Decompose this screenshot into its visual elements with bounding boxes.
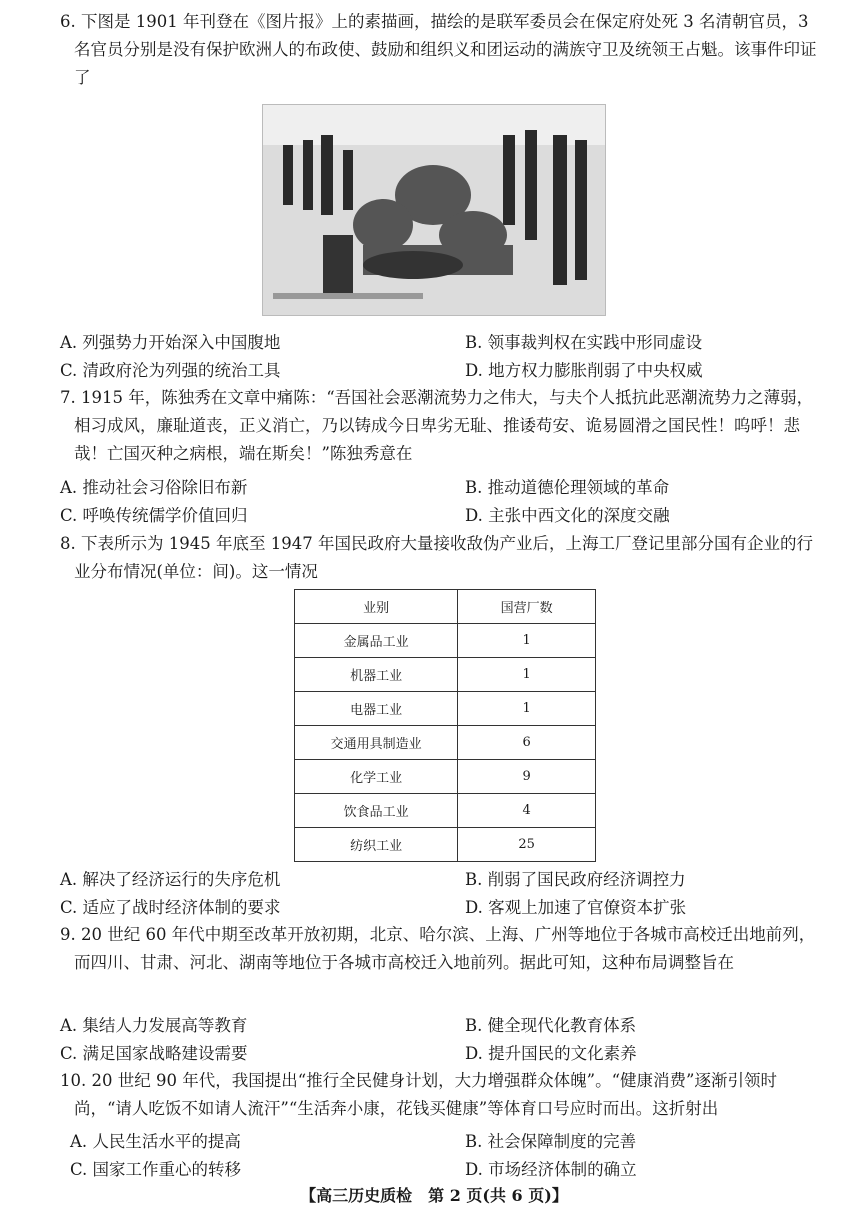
- table-cell: 6: [458, 726, 596, 760]
- table-cell: 金属品工业: [295, 624, 458, 658]
- option-c[interactable]: C. 适应了战时经济体制的要求: [60, 898, 281, 917]
- option-a[interactable]: A. 列强势力开始深入中国腹地: [60, 333, 281, 352]
- table-row: [295, 828, 596, 862]
- table-cell: 电器工业: [295, 692, 458, 726]
- question-9-stem: 9. 20 世纪 60 年代中期至改革开放初期，北京、哈尔滨、上海、广州等地位于各城市高校迁出地前列，而四川、甘肃、河北、湖南等地位于各城市高校迁入地前列。据此可知，这种布局调整旨在: [60, 925, 816, 972]
- option-d[interactable]: D. 主张中西文化的深度交融: [465, 506, 670, 525]
- option-a[interactable]: A. 解决了经济运行的失序危机: [60, 870, 281, 889]
- table-row: [295, 624, 596, 658]
- table-row: [295, 794, 596, 828]
- option-d[interactable]: D. 客观上加速了官僚资本扩张: [465, 898, 687, 917]
- option-b[interactable]: B. 领事裁判权在实践中形同虚设: [465, 333, 703, 352]
- question-8: [60, 530, 820, 586]
- question-7: [60, 384, 820, 468]
- option-b[interactable]: B. 削弱了国民政府经济调控力: [465, 870, 686, 889]
- table-row: [295, 726, 596, 760]
- option-d[interactable]: D. 地方权力膨胀削弱了中央权威: [465, 361, 703, 380]
- question-6-stem: 6. 下图是 1901 年刊登在《图片报》上的素描画，描绘的是联军委员会在保定府处死 3 名清朝官员，3 名官员分别是没有保护欧洲人的布政使、鼓励和组织义和团运动的满族守卫及统领王占魁。该事件印证了: [60, 12, 817, 87]
- table-cell: 1: [458, 692, 596, 726]
- option-a[interactable]: A. 人民生活水平的提高: [70, 1132, 241, 1151]
- page-footer: 【高三历史质检 第 2 页(共 6 页)】: [300, 1186, 568, 1205]
- question-8-stem: 8. 下表所示为 1945 年底至 1947 年国民政府大量接收敌伪产业后，上海工厂登记里部分国有企业的行业分布情况(单位：间)。这一情况: [60, 534, 813, 581]
- option-c[interactable]: C. 满足国家战略建设需要: [60, 1044, 248, 1063]
- table-cell: 纺织工业: [295, 828, 458, 862]
- table-cell: 饮食品工业: [295, 794, 458, 828]
- table-cell: 机器工业: [295, 658, 458, 692]
- table-header-row: [295, 590, 596, 624]
- sketch-image: [263, 105, 605, 315]
- sketch-illustration: [262, 104, 606, 316]
- question-7-stem: 7. 1915 年，陈独秀在文章中痛陈：“吾国社会恶潮流势力之伟大，与夫个人抵抗此恶潮流势力之薄弱，相习成风，廉耻道丧，正义消亡，乃以铸成今日卑劣无耻、推诿苟安、诡易圆滑之国民性！呜呼！悲哉！亡国灭种之病根，端在斯矣！”陈独秀意在: [60, 388, 814, 463]
- option-c[interactable]: C. 国家工作重心的转移: [70, 1160, 242, 1179]
- table-cell: 9: [458, 760, 596, 794]
- option-a[interactable]: A. 推动社会习俗除旧布新: [60, 478, 248, 497]
- table-header: 国营厂数: [458, 590, 596, 624]
- question-9: [60, 921, 820, 977]
- table-row: [295, 692, 596, 726]
- table-cell: 25: [458, 828, 596, 862]
- table-cell: 化学工业: [295, 760, 458, 794]
- option-d[interactable]: D. 提升国民的文化素养: [465, 1044, 637, 1063]
- option-c[interactable]: C. 呼唤传统儒学价值回归: [60, 506, 248, 525]
- industry-table: [294, 589, 596, 862]
- option-a[interactable]: A. 集结人力发展高等教育: [60, 1016, 248, 1035]
- table-header: 业别: [295, 590, 458, 624]
- question-10: [60, 1067, 820, 1123]
- option-d[interactable]: D. 市场经济体制的确立: [465, 1160, 637, 1179]
- option-b[interactable]: B. 推动道德伦理领域的革命: [465, 478, 670, 497]
- table-cell: 1: [458, 624, 596, 658]
- table-cell: 4: [458, 794, 596, 828]
- table-row: [295, 760, 596, 794]
- option-c[interactable]: C. 清政府沦为列强的统治工具: [60, 361, 281, 380]
- table-row: [295, 658, 596, 692]
- option-b[interactable]: B. 健全现代化教育体系: [465, 1016, 637, 1035]
- question-10-stem: 10. 20 世纪 90 年代，我国提出“推行全民健身计划，大力增强群众体魄”。“健康消费”逐渐引领时尚，“请人吃饭不如请人流汗”“生活奔小康，花钱买健康”等体育口号应时而出。这折射出: [60, 1071, 777, 1118]
- table-cell: 交通用具制造业: [295, 726, 458, 760]
- option-b[interactable]: B. 社会保障制度的完善: [465, 1132, 637, 1151]
- question-6: [60, 8, 820, 92]
- table-cell: 1: [458, 658, 596, 692]
